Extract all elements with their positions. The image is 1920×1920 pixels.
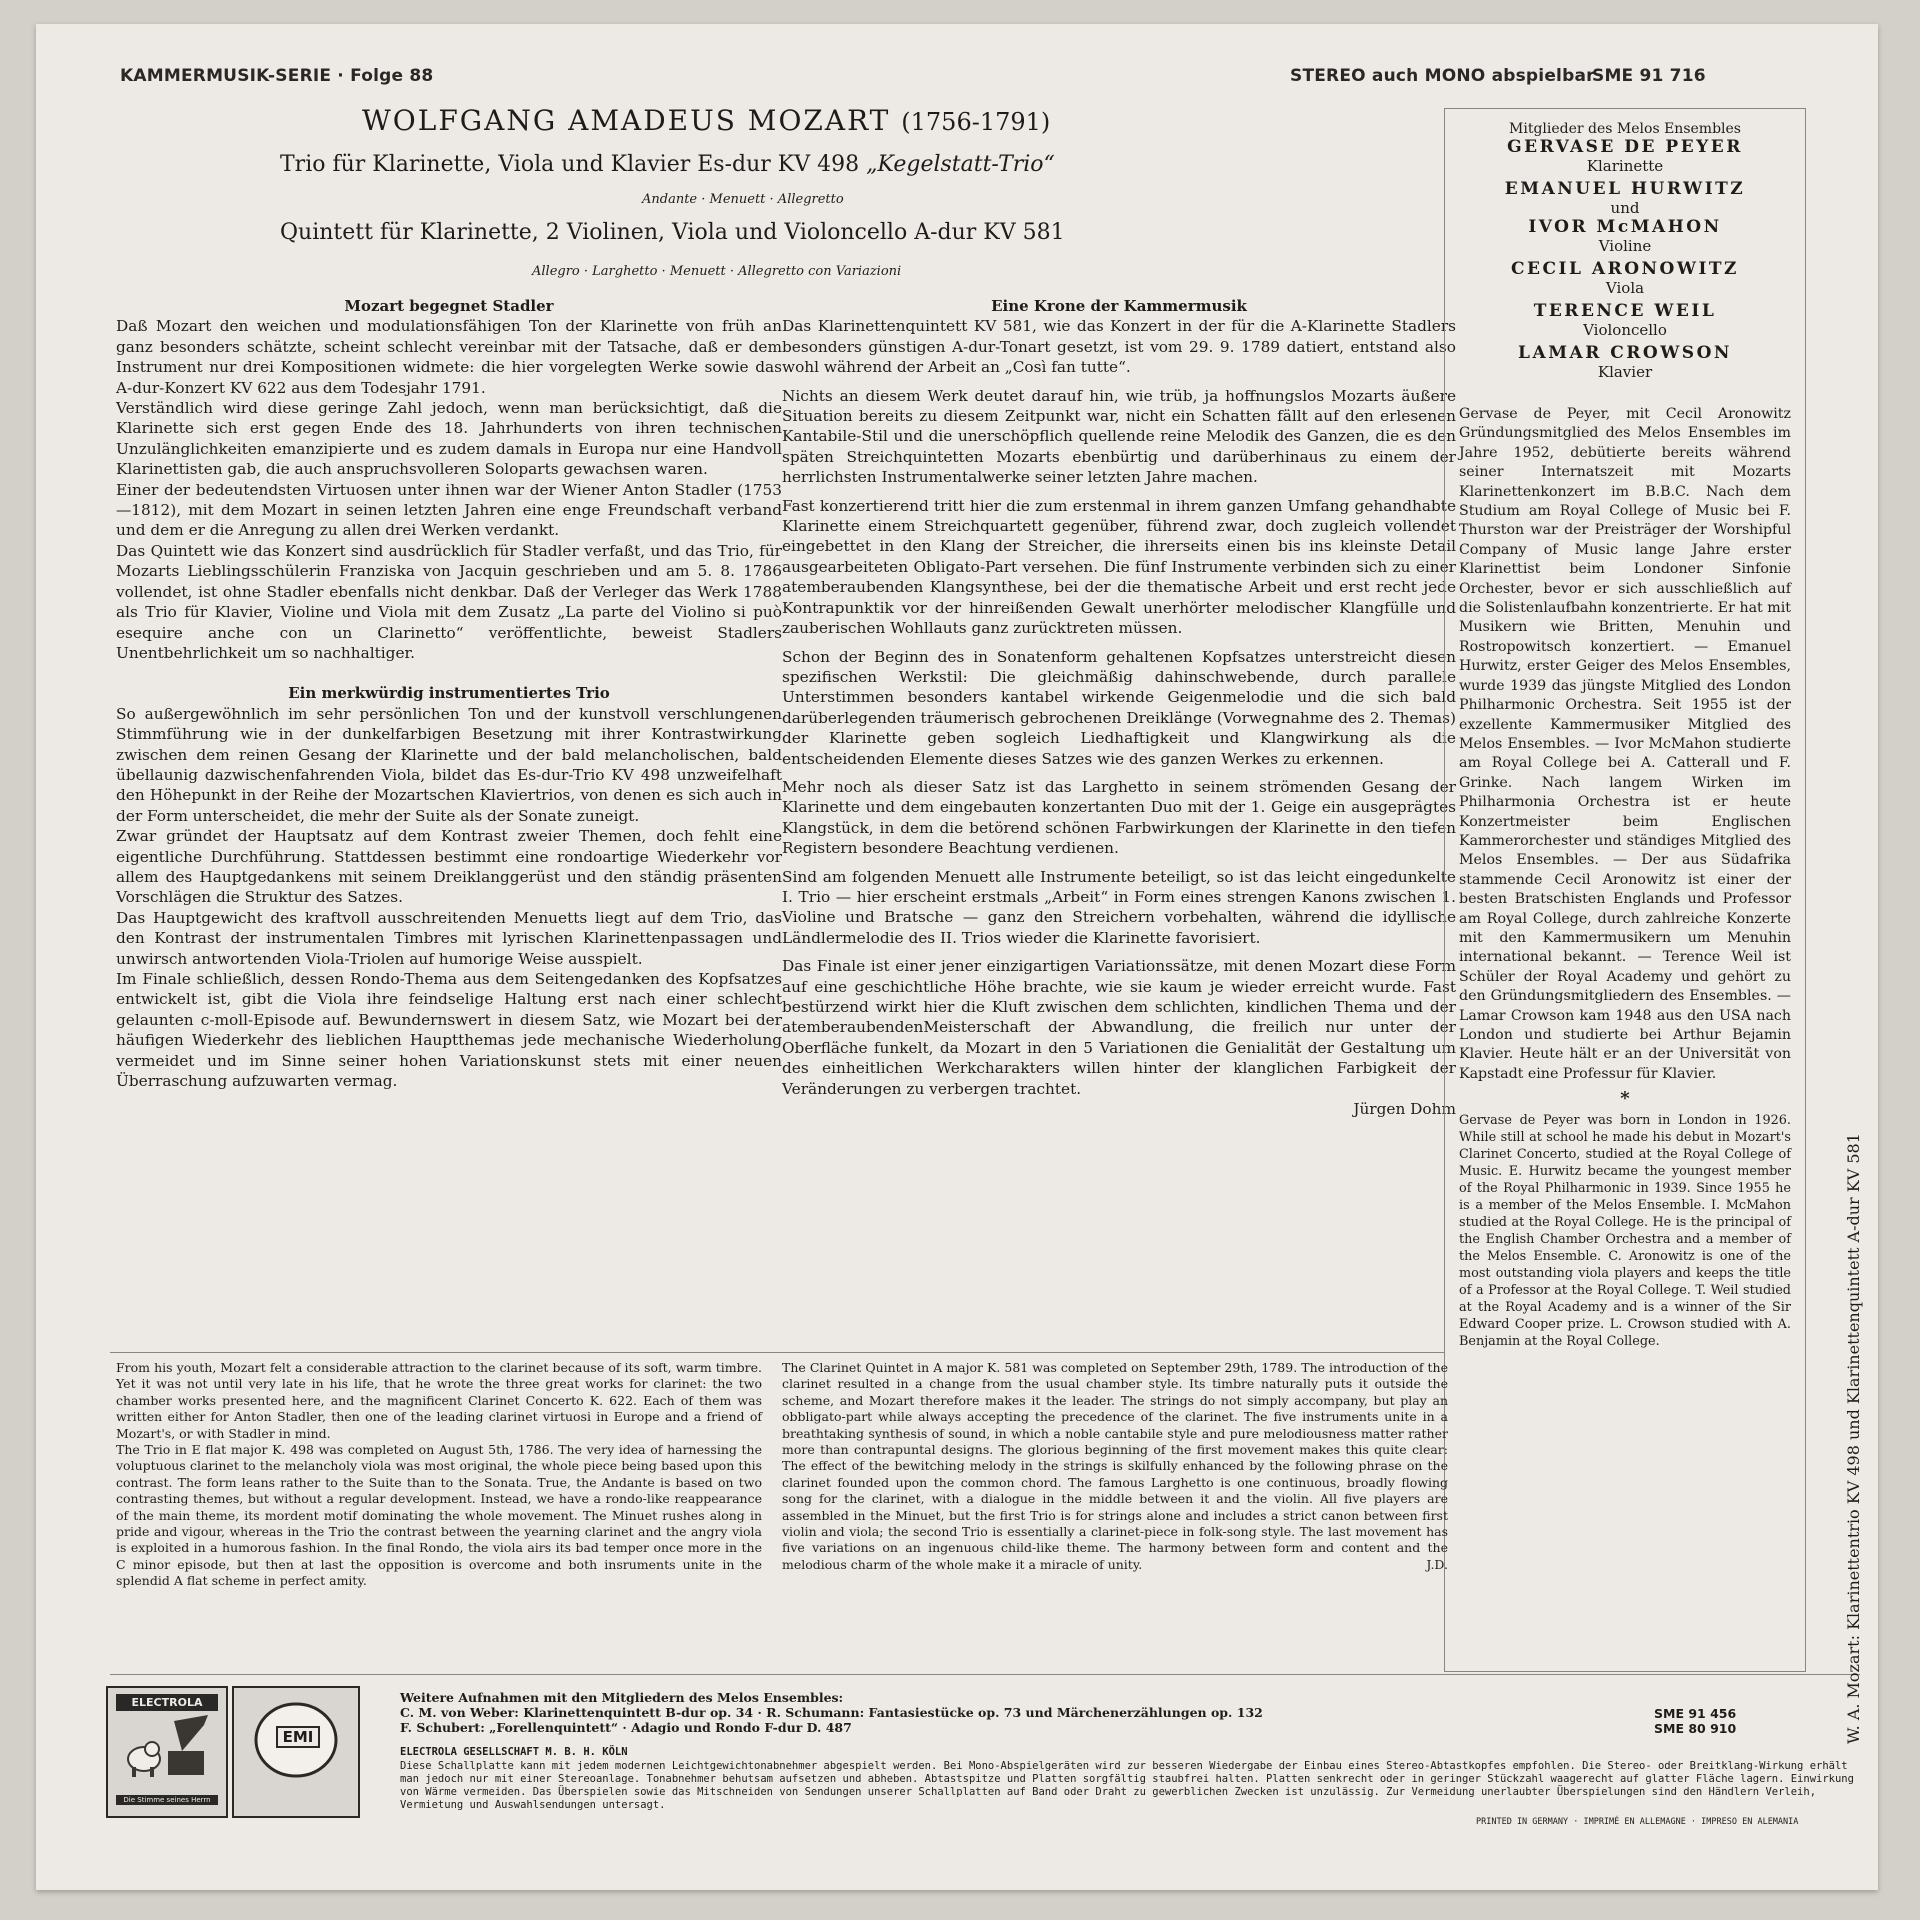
paragraph: Das Quintett wie das Konzert sind ausdrücklich für Stadler verfaßt, und das Trio, für Mozarts Lieblingsschülerin Franziska von Jacquin geschrieben und am 5. 8. 1786 vollendet, ist ohne Stadler ebenfalls nicht denkbar. Daß der Verleger das Werk 1788 als Trio für Klavier, Violine und Viola mit dem Zusatz „La parte del Violino si può esequire anche con un Clarinetto“ veröffentlichte, beweist Stadlers Unentbehrlichkeit um so nachhaltiger. [116, 541, 782, 662]
paragraph: Daß Mozart den weichen und modulationsfähigen Ton der Klarinette von früh an ganz besonders schätzte, scheint schlecht vereinbar mit der Tatsache, daß er dem Instrument nur drei Kompositionen widmete: die hier vorgelegten Werke sowie das A-dur-Konzert KV 622 aus dem Todesjahr 1791. [116, 317, 782, 397]
spine-text: W. A. Mozart: Klarinettentrio KV 498 und Klarinettenquintett A-dur KV 581 [1844, 1133, 1863, 1744]
composer-name: WOLFGANG AMADEUS MOZART [362, 104, 891, 137]
essay-column-1 [116, 296, 782, 1091]
paragraph: Das Klarinettenquintett KV 581, wie das Konzert in der für die A-Klarinette Stadlers besonders günstigen A-dur-Tonart gesetzt, ist vom 29. 9. 1789 datiert, entstand also wohl während der Arbeit an „Così fan tutte“. [782, 317, 1456, 377]
essay-author: Jürgen Dohm [1353, 1100, 1456, 1119]
divider [110, 1674, 1860, 1675]
paragraph: Fast konzertierend tritt hier die zum erstenmal in ihrem ganzen Umfang gehandhabte Klarinette einem Streichquartett gegenüber, führend zwar, doch zugleich vollendet eingebettet in den Klang der Streicher, die ihrerseits einen bis ins kleinste Detail ausgearbeiteten Obligato-Part versehen. Die fünf Instrumente verbinden sich zu einer atemberaubenden Klangsynthese, bei der die thematische Arbeit und erst recht jede Kontrapunktik vor der hinreißenden Gewalt unerhörter melodischer Klangfülle und zauberischen Wohllauts ganz zurücktreten müssen. [782, 496, 1456, 638]
more-recordings-title: Weitere Aufnahmen mit den Mitgliedern des Melos Ensembles: [400, 1690, 844, 1705]
composer-dates: (1756-1791) [901, 108, 1051, 136]
printed-in: PRINTED IN GERMANY · IMPRIMÉ EN ALLEMAGNE · IMPRESO EN ALEMANIA [1476, 1817, 1799, 1827]
members-bio-english [1459, 1112, 1791, 1350]
member-instrument: Violoncello [1583, 321, 1667, 339]
member-name: IVOR McMAHON [1528, 217, 1722, 237]
work2-title: Quintett für Klarinette, 2 Violinen, Viola und Violoncello A-dur KV 581 [280, 220, 1065, 245]
electrola-logo-text: ELECTROLA [116, 1694, 218, 1711]
paragraph: Verständlich wird diese geringe Zahl jedoch, wenn man berücksichtigt, daß die Klarinette sich erst gegen Ende des 18. Jahrhunderts von ihren technischen Unzulänglichkeiten emanzipierte und es zudem damals in Europa nur eine Handvoll Klarinettisten gab, die auch anspruchsvolleren Soloparts gewachsen waren. [116, 399, 782, 479]
bio-paragraph: Gervase de Peyer was born in London in 1926. While still at school he made his debut in Mozart's Clarinet Concerto, studied at the Royal College of Music. E. Hurwitz became the youngest member of the Royal Philharmonic in 1939. Since 1955 he is a member of the Melos Ensemble. I. McMahon studied at the Royal College. He is the principal of the English Chamber Orchestra and a member of the Melos Ensemble. C. Aronowitz is one of the most outstanding viola players and keeps the title of a Professor at the Royal College. T. Weil studied at the Royal Academy and is a winner of the Sir Edward Cooper prize. L. Crowson studied with A. Benjamin at the Royal College. [1459, 1113, 1791, 1350]
bio-paragraph: Gervase de Peyer, mit Cecil Aronowitz Gründungsmitglied des Melos Ensembles im Jahre 1952, debütierte bereits während seiner Internatszeit mit Mozarts Klarinettenkonzert im B.B.C. Nach dem Studium am Royal College of Music bei F. Thurston war der Preisträger der Worshipful Company of Music lange Jahre erster Klarinettist beim Londoner Sinfonie Orchester, bevor er sich ausschließlich auf die Solistenlaufbahn konzentrierte. Er hat mit Musikern wie Britten, Menuhin und Rostropowitsch konzertiert. — Emanuel Hurwitz, erster Geiger des Melos Ensembles, wurde 1939 das jüngste Mitglied des London Philharmonic Orchestra. Seit 1955 ist der exzellente Kammermusiker Mitglied des Melos Ensembles. — Ivor McMahon studierte am Royal College bei A. Catterall und F. Grinke. Nach langem Wirken im Philharmonia Orchestra ist er heute Konzertmeister beim Englischen Kammerorchester und ständiges Mitglied des Melos Ensembles. — Der aus Südafrika stammende Cecil Aronowitz ist einer der besten Bratschisten Englands und Professor am Royal College, durch zahlreiche Konzerte mit den Kammermusikern um Menuhin international bekannt. — Terence Weil ist Schüler der Royal Academy und gehört zu den Gründungsmitgliedern des Ensembles. — Lamar Crowson kam 1948 aus den USA nach London und studierte bei Arthur Bejamin Klavier. Heute hält er an der Universität von Kapstadt eine Professur für Klavier. [1459, 406, 1791, 1082]
playback-notice: Diese Schallplatte kann mit jedem modernen Leichtgewichtonabnehmer abgespielt werden. Bei Mono-Abspielgeräten wird zur besseren Wiedergabe der Einbau eines Stereo-Abtastkopfes empfohlen. Die Stereo- oder Breitklang-Wirkung erhält man jedoch nur mit einer Stereoanlage. Tonabnehmer behutsam aufsetzen und abheben. Abtastspitze und Platten sorgfältig staubfrei halten. Platten senkrecht oder in geringer Stückzahl waagerecht auf glatter Fläche lagern. Einwirkung von Wärme vermeiden. Das Überspielen sowie das Mitschneiden von Sendungen unserer Schallplatten auf Band oder Draht zu gewerblichen Zwecken ist unzulässig. Zur Vermeidung unerlaubter Überspielungen sind den Händlern Verleih, Vermietung und Auswahlsendungen untersagt. [400, 1760, 1854, 1811]
member-instrument: und [1610, 199, 1640, 217]
essay-column-2 [782, 296, 1456, 1119]
recording-catalog: SME 80 910 [1654, 1721, 1737, 1736]
members-panel [1444, 108, 1806, 1672]
member-instrument: Klavier [1597, 363, 1653, 381]
member-name: GERVASE DE PEYER [1507, 137, 1743, 157]
more-recordings [400, 1690, 1800, 1735]
divider [110, 1352, 1444, 1353]
work2-movements: Allegro · Larghetto · Menuett · Allegretto con Variazioni [532, 264, 902, 279]
member-name: TERENCE WEIL [1533, 301, 1717, 321]
separator-star: * [1620, 1088, 1630, 1110]
paragraph: Sind am folgenden Menuett alle Instrumente beteiligt, so ist das leicht eingedunkelte I. Trio — hier erscheint erstmals „Arbeit“ in Form eines strengen Kanons zwischen 1. Violine und Bratsche — ganz den Streichern vorbehalten, während die idyllische Ländlermelodie des II. Trios wieder die Klarinette favorisiert. [782, 867, 1456, 947]
section-heading: Eine Krone der Kammermusik [991, 297, 1247, 315]
electrola-logo [106, 1686, 228, 1818]
members-bio-german [1459, 405, 1791, 1084]
section-heading: Mozart begegnet Stadler [344, 297, 554, 315]
section-heading: Ein merkwürdig instrumentiertes Trio [288, 684, 610, 703]
paragraph: Schon der Beginn des in Sonatenform gehaltenen Kopfsatzes unterstreicht diesen spezifischen Werkstil: Die gleichmäßig dahinschwebende, durch parallele Unterstimmen besonders kantabel wirkende Geigenmelodie und die sich bald darüberlegenden träumerisch gebrochenen Dreiklänge (Vorwegnahme des 2. Themas) der Klarinette geben sogleich Liedhaftigkeit und Klangwirkung als die entscheidenden Elemente dieses Satzes wie des ganzen Werkes zu erkennen. [782, 647, 1456, 768]
member-instrument: Violine [1598, 237, 1652, 255]
emi-logo-text: EMI [276, 1726, 320, 1748]
paragraph: The Clarinet Quintet in A major K. 581 was completed on September 29th, 1789. The introduction of the clarinet resulted in a change from the usual chamber style. Its timbre naturally puts it outside the scheme, and Mozart therefore makes it the leader. The strings do not simply accompany, but play an obbligato-part while always accepting the precedence of the clarinet. The five instruments unite in a breathtaking synthesis of sound, in which a noble cantabile style and pure melodiousness matter rather more than contrapuntal designs. The glorious beginning of the first movement makes this quite clear: The effect of the bewitching melody in the strings is skilfully enhanced by the following phrase on the clarinet founded upon the common chord. The famous Larghetto is one continuous, broadly flowing song for the clarinet, with a dialogue in the middle between it and the violin. All five players are assembled in the Minuet, but the first Trio is for strings alone and includes a strict canon between first violin and viola; the second Trio is essentially a clarinet-piece in folk-song style. The last movement has five variations on an ingenuous child-like theme. The harmony between form and content and the melodious charm of the whole make it a miracle of unity. [782, 1360, 1448, 1572]
english-notes-right [782, 1360, 1448, 1574]
member-name: EMANUEL HURWITZ [1504, 179, 1746, 199]
emi-logo [232, 1686, 360, 1818]
record-sleeve-back [36, 24, 1878, 1890]
electrola-logo-subtext: Die Stimme seines Herrn [116, 1795, 218, 1805]
gramophone-dog-icon [108, 1711, 226, 1791]
work1-name: Trio für Klarinette, Viola und Klavier Es-dur KV 498 [280, 152, 860, 177]
english-signature: J.D. [1426, 1557, 1448, 1573]
paragraph: Mehr noch als dieser Satz ist das Larghetto in seinem strömenden Gesang der Klarinette und dem eingebauten konzertanten Duo mit der 1. Geige ein ausgeprägtes Klangstück, in dem die betörend schönen Farbwirkungen der Klarinette in den tiefen Registern besondere Beachtung verdienen. [782, 777, 1456, 858]
paragraph: Zwar gründet der Hauptsatz auf dem Kontrast zweier Themen, doch fehlt eine eigentliche Durchführung. Stattdessen bestimmt eine rondoartige Wiederkehr vor allem des Hauptgedankens mit seinem Dreiklanggerüst und den ständig präsenten Vorschlägen die Struktur des Satzes. [116, 827, 782, 907]
paragraph: Im Finale schließlich, dessen Rondo-Thema aus dem Seitengedanken des Kopfsatzes entwickelt ist, gibt die Viola ihre feindselige Haltung erst nach einer schlecht gelaunten c-moll-Episode auf. Bewundernswert in diesem Satz, wie Mozart bei der häufigen Wiederkehr des lieblichen Hauptthemas jede mechanische Wiederholung vermeidet und im Sinne seiner hohen Variationskunst stets mit einer neuen Überraschung aufzuwarten vermag. [116, 970, 782, 1091]
paragraph: Das Hauptgewicht des kraftvoll ausschreitenden Menuetts liegt auf dem Trio, das den Kontrast der instrumentalen Timbres mit lyrischen Klarinettenpassagen und unwirsch antwortenden Viola-Triolen auf humorige Weise ausspielt. [116, 908, 782, 968]
paragraph: Einer der bedeutendsten Virtuosen unter ihnen war der Wiener Anton Stadler (1753—1812), mit dem Mozart in seinen letzten Jahren eine enge Freundschaft verband und dem er die Anregung zu allen drei Werken verdankt. [116, 480, 782, 540]
member-instrument: Klarinette [1586, 157, 1664, 175]
composer-title [362, 104, 1050, 137]
work1-movements: Andante · Menuett · Allegretto [642, 192, 844, 207]
paragraph: The Trio in E flat major K. 498 was completed on August 5th, 1786. The very idea of harnessing the voluptuous clarinet to the melancholy viola was most original, the whole piece being based upon this contrast. The form leans rather to the Suite than to the Sonata. True, the Andante is based on two contrasting themes, but without a regular development. Instead, we have a rondo-like reappearance of the main theme, its mordent motif dominating the whole movement. The Minuet rushes along in pride and vigour, whereas in the Trio the contrast between the yearning clarinet and the angry viola is exploited in a humorous fashion. In the final Rondo, the viola airs its bad temper once more in the C minor episode, but then at last the opposition is overcome and both insruments unite in the splendid A flat scheme in perfect amity. [116, 1442, 762, 1589]
recording-catalog: SME 91 456 [1654, 1706, 1737, 1721]
recording-item: C. M. von Weber: Klarinettenquintett B-dur op. 34 · R. Schumann: Fantasiestücke op. 73 und Märchenerzählungen op. 132 [400, 1705, 1263, 1720]
stereo-label: STEREO auch MONO abspielbar [1290, 66, 1595, 86]
member-name: CECIL ARONOWITZ [1511, 259, 1739, 279]
paragraph: Nichts an diesem Werk deutet darauf hin, wie trüb, ja hoffnungslos Mozarts äußere Situation bereits zu diesem Zeitpunkt war, nicht ein Schatten fällt auf den erlesenen Kantabile-Stil und die unerschöpflich quellende reine Melodik des Ganzen, die es den späten Streichquintetten Mozarts ebenbürtig und darüberhinaus zu einem der herrlichsten Instrumentalwerke seiner letzten Jahre machen. [782, 386, 1456, 487]
emi-badge-icon [234, 1688, 358, 1816]
members-title: Mitglieder des Melos Ensembles [1509, 121, 1741, 137]
company-name: ELECTROLA GESELLSCHAFT M. B. H. KÖLN [400, 1746, 628, 1758]
paragraph: From his youth, Mozart felt a considerable attraction to the clarinet because of its soft, warm timbre. Yet it was not until very late in his life, that he wrote the three great works for clarinet: the two chamber works presented here, and the magnificent Clarinet Concerto K. 622. Each of them was written either for Anton Stadler, then one of the leading clarinet virtuosi in Europe and a friend of Mozart's, or with Stadler in mind. [116, 1360, 762, 1441]
paragraph: Das Finale ist einer jener einzigartigen Variationssätze, mit denen Mozart diese Form auf eine geschichtliche Höhe brachte, wie sie kaum je wieder erreicht wurde. Fast bestürzend wirkt hier die Kluft zwischen dem schlichten, kindlichen Thema und der atemberaubendenMeisterschaft der Abwandlung, die freilich nur unter der Oberfläche funkelt, da Mozart in den 5 Variationen die Genialität der Gestaltung um des einheitlichen Werkcharakters willen hinter der klanglichen Farbigkeit der Veränderungen zu verbergen trachtet. [782, 957, 1456, 1098]
english-notes-left [116, 1360, 762, 1590]
work1-title [280, 152, 1055, 177]
paragraph: So außergewöhnlich im sehr persönlichen Ton und der kunstvoll verschlungenen Stimmführung wie in der dunkelfarbigen Besetzung mit ihrer Kontrastwirkung zwischen dem reinen Gesang der Klarinette und der bald melancholischen, bald übellaunig dazwischenfahrenden Viola, bildet das Es-dur-Trio KV 498 unzweifelhaft den Höhepunkt in der Reihe der Mozartschen Klaviertrios, von denen es sich auch in der Form unterscheidet, die mehr der Suite als der Sonate zuneigt. [116, 704, 782, 825]
series-label: KAMMERMUSIK-SERIE · Folge 88 [120, 66, 434, 86]
recording-item: F. Schubert: „Forellenquintett“ · Adagio und Rondo F-dur D. 487 [400, 1720, 852, 1735]
member-name: LAMAR CROWSON [1518, 343, 1732, 363]
work1-nickname: „Kegelstatt-Trio“ [866, 152, 1055, 177]
catalog-number: SME 91 716 [1592, 66, 1706, 86]
member-instrument: Viola [1605, 279, 1645, 297]
